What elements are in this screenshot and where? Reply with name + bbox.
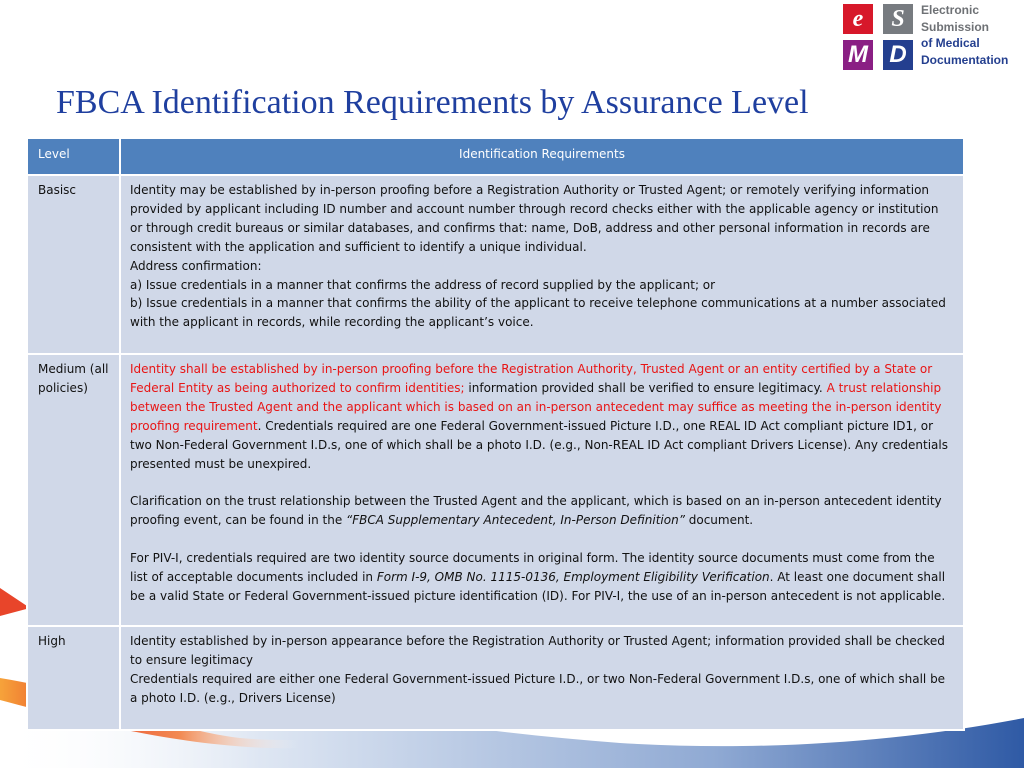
requirements-line: a) Issue credentials in a manner that confirms the address of record supplied by the applicant; or <box>130 277 716 292</box>
level-cell: Medium (all policies) <box>27 354 120 626</box>
body-text: . Credentials required are one Federal Government-issued Picture I.D., one REAL ID Act compliant picture ID1, or two Non-Federal Government I.D.s, one of which shall be a photo I.D. (e.g., Non-REAL ID Act compliant Drivers License). Any credentials presented must be unexpired. <box>130 418 948 471</box>
requirements-paragraph: Identity established by in-person appearance before the Registration Authority or Trusted Agent; information provided shall be checked to ensure legitimacy <box>130 634 945 667</box>
logo-line-of-medical: of Medical <box>921 36 980 50</box>
body-text: information provided shall be verified to ensure legitimacy. <box>464 380 827 395</box>
header-level: Level <box>27 138 120 175</box>
body-text: Clarification on the trust relationship between the Trusted Agent and the applicant, which is based on an in-person antecedent identity proofing event, can be found in the <box>130 494 942 528</box>
logo-tile-d: D <box>883 40 913 70</box>
logo-tile-e: e <box>843 4 873 34</box>
document-reference: “FBCA Supplementary Antecedent, In-Person Definition” <box>346 513 685 528</box>
requirements-paragraph <box>130 360 954 473</box>
table-row-high <box>27 626 964 730</box>
level-cell: Basisc <box>27 175 120 354</box>
requirements-paragraph: Identity may be established by in-person proofing before a Registration Authority or Trusted Agent; or remotely verifying information provided by applicant including ID number and account number through record checks either with the applicable agency or institution or through credit bureaus or similar databases, and confirms that: name, DoB, address and other personal information in records are consistent with the application and sufficient to identify a unique individual. <box>130 183 939 254</box>
requirements-line: b) Issue credentials in a manner that confirms the ability of the applicant to receive telephone communications at a number associated with the applicant in records, while recording the applicant’s voice. <box>130 296 946 330</box>
header-identification-requirements: Identification Requirements <box>120 138 964 175</box>
table-row-basic <box>27 175 964 354</box>
table-header-row <box>27 138 964 175</box>
requirements-table <box>26 137 965 731</box>
esmd-logo <box>843 2 1024 70</box>
requirements-paragraph <box>130 549 954 606</box>
logo-line-electronic: Electronic <box>921 3 980 17</box>
logo-wordmark <box>921 2 1008 68</box>
requirements-cell <box>120 354 964 626</box>
table-row-medium <box>27 354 964 626</box>
document-reference: Form I-9, OMB No. 1115-0136, Employment Eligibility Verification <box>376 569 770 584</box>
body-text: . At least one document shall be a valid State or Federal Government-issued picture identification (ID). For PIV-I, the use of an in-person antecedent is not applicable. <box>130 569 946 603</box>
logo-tile-m: M <box>843 40 873 70</box>
slide-title: FBCA Identification Requirements by Assurance Level <box>56 84 809 121</box>
level-cell: High <box>27 626 120 730</box>
requirements-cell <box>120 175 964 354</box>
requirements-line: Address confirmation: <box>130 258 262 273</box>
highlighted-text: Identity shall be established by in-person proofing before the Registration Authority, Trusted Agent or an entity certified by a State or Federal Entity as being authorized to confirm identities; <box>130 362 933 395</box>
logo-line-documentation: Documentation <box>921 52 1009 67</box>
logo-tile-s: S <box>883 4 913 34</box>
requirements-cell <box>120 626 964 730</box>
body-text: document. <box>684 513 754 528</box>
requirements-paragraph: Credentials required are either one Federal Government-issued Picture I.D., or two Non-Federal Government I.D.s, one of which shall be a photo I.D. (e.g., Drivers License) <box>130 671 946 705</box>
body-text: For PIV-I, credentials required are two identity source documents in original form. The identity source documents must come from the list of acceptable documents included in <box>130 551 935 584</box>
requirements-paragraph <box>130 492 954 530</box>
logo-line-submission: Submission <box>921 19 990 34</box>
highlighted-text: A trust relationship between the Trusted Agent and the applicant which is based on an in-person antecedent may suffice as meeting the in-person identity proofing requirement <box>130 380 942 433</box>
